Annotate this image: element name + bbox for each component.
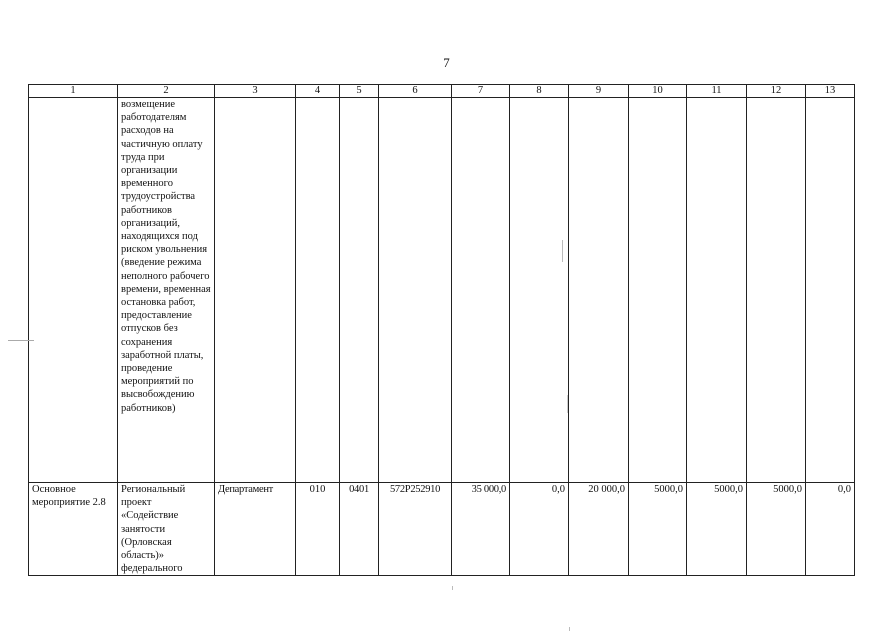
table-cell bbox=[806, 98, 855, 483]
table-cell bbox=[379, 98, 452, 483]
header-cell: 6 bbox=[379, 85, 452, 98]
scan-mark bbox=[567, 395, 568, 413]
header-cell: 2 bbox=[118, 85, 215, 98]
scan-mark bbox=[562, 240, 563, 262]
table-cell bbox=[296, 98, 340, 483]
code-cell: 010 bbox=[296, 483, 340, 576]
table-cell bbox=[340, 98, 379, 483]
header-cell: 3 bbox=[215, 85, 296, 98]
budget-table bbox=[28, 84, 855, 576]
table-cell bbox=[569, 98, 629, 483]
measure-description: Региональный проект «Содействие занятости (Орловская область)» федерального bbox=[118, 483, 215, 576]
table-cell bbox=[687, 98, 747, 483]
amount-cell: 0,0 bbox=[806, 483, 855, 576]
header-cell: 1 bbox=[29, 85, 118, 98]
table-cell bbox=[747, 98, 806, 483]
amount-cell: 20 000,0 bbox=[569, 483, 629, 576]
table-row bbox=[29, 483, 855, 576]
header-row bbox=[29, 85, 855, 98]
header-cell: 9 bbox=[569, 85, 629, 98]
header-cell: 7 bbox=[452, 85, 510, 98]
amount-cell: 5000,0 bbox=[747, 483, 806, 576]
code-cell: 572P252910 bbox=[379, 483, 452, 576]
table-cell bbox=[215, 98, 296, 483]
scan-mark bbox=[452, 586, 453, 590]
scan-mark bbox=[8, 340, 34, 341]
table-row bbox=[29, 98, 855, 483]
amount-cell: 0,0 bbox=[510, 483, 569, 576]
page-number: 7 bbox=[443, 55, 450, 70]
header-cell: 12 bbox=[747, 85, 806, 98]
header-cell: 8 bbox=[510, 85, 569, 98]
header-cell: 13 bbox=[806, 85, 855, 98]
table-cell bbox=[29, 98, 118, 483]
table-cell bbox=[452, 98, 510, 483]
amount-cell: 5000,0 bbox=[687, 483, 747, 576]
measure-name: Основное мероприятие 2.8 bbox=[29, 483, 118, 576]
executor-cell: Департамент bbox=[215, 483, 296, 576]
header-cell: 10 bbox=[629, 85, 687, 98]
table-cell bbox=[629, 98, 687, 483]
amount-cell: 5000,0 bbox=[629, 483, 687, 576]
table-cell bbox=[510, 98, 569, 483]
header-cell: 11 bbox=[687, 85, 747, 98]
header-cell: 5 bbox=[340, 85, 379, 98]
header-cell: 4 bbox=[296, 85, 340, 98]
measure-description: возмещение работодателям расходов на частичную оплату труда при организации временного трудоустройства работников организаций, находящихся под риском увольнения (введение режима неполного рабочего времени, временная остановка работ, предоставление отпусков без сохранения заработной платы, проведение мероприятий по высвобождению работников) bbox=[118, 98, 215, 483]
scan-mark bbox=[569, 627, 570, 631]
amount-cell: 35 000,0 bbox=[452, 483, 510, 576]
code-cell: 0401 bbox=[340, 483, 379, 576]
